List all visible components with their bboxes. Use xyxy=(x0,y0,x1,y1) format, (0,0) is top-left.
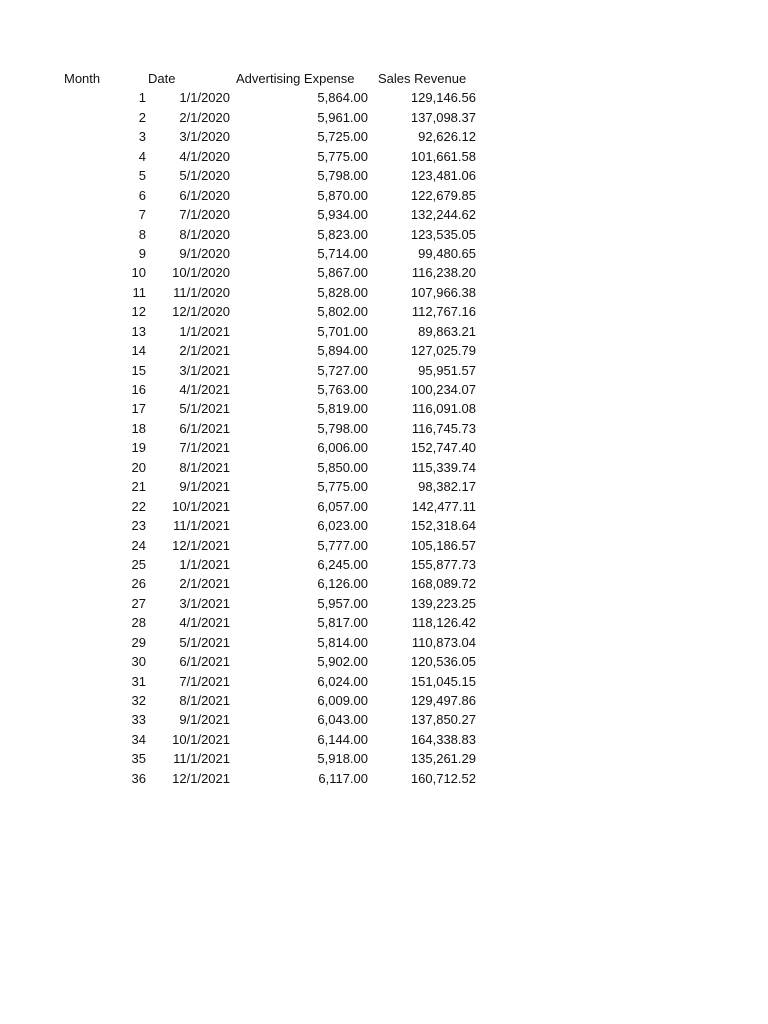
date-cell[interactable]: 12/1/2021 xyxy=(172,537,230,553)
table-row xyxy=(0,380,768,399)
sales-revenue-cell[interactable]: 129,146.56 xyxy=(410,90,476,106)
date-cell[interactable]: 7/1/2020 xyxy=(179,207,230,223)
advertising-expense-cell[interactable]: 6,024.00 xyxy=(317,673,368,689)
table-row xyxy=(0,652,768,671)
sales-revenue-cell[interactable]: 89,863.21 xyxy=(418,323,476,339)
month-cell[interactable]: 27 xyxy=(131,595,146,611)
date-cell[interactable]: 4/1/2021 xyxy=(179,615,230,631)
advertising-expense-cell[interactable]: 5,775.00 xyxy=(317,479,368,495)
advertising-expense-cell[interactable]: 5,798.00 xyxy=(317,420,368,436)
date-cell[interactable]: 4/1/2021 xyxy=(179,382,230,397)
date-cell[interactable]: 9/1/2021 xyxy=(179,712,230,728)
month-cell[interactable]: 6 xyxy=(138,187,146,203)
advertising-expense-cell[interactable]: 5,902.00 xyxy=(317,654,368,670)
date-cell[interactable]: 4/1/2020 xyxy=(179,148,230,164)
sales-revenue-cell[interactable]: 98,382.17 xyxy=(418,479,476,495)
month-cell[interactable]: 31 xyxy=(131,673,146,689)
date-cell[interactable]: 5/1/2021 xyxy=(179,401,230,417)
table-row xyxy=(0,536,768,555)
advertising-expense-cell[interactable]: 6,023.00 xyxy=(317,518,368,534)
table-row xyxy=(0,594,768,613)
table-row xyxy=(0,574,768,593)
sales-revenue-cell[interactable]: 152,318.64 xyxy=(410,518,476,534)
table-row xyxy=(0,691,768,710)
table-row xyxy=(0,88,768,107)
month-cell[interactable]: 7 xyxy=(138,207,146,223)
advertising-expense-cell[interactable]: 6,009.00 xyxy=(317,693,368,708)
date-cell[interactable]: 2/1/2021 xyxy=(179,343,230,359)
sales-revenue-cell[interactable]: 168,089.72 xyxy=(410,576,476,592)
sales-revenue-cell[interactable]: 120,536.05 xyxy=(410,654,476,670)
month-cell[interactable]: 3 xyxy=(138,129,146,145)
table-row xyxy=(0,361,768,380)
table-row xyxy=(0,147,768,166)
advertising-expense-cell[interactable]: 5,894.00 xyxy=(317,343,368,359)
table-row xyxy=(0,263,768,282)
advertising-expense-cell[interactable]: 5,727.00 xyxy=(317,362,368,378)
table-row xyxy=(0,322,768,341)
date-cell[interactable]: 3/1/2020 xyxy=(179,129,230,145)
date-cell[interactable]: 2/1/2020 xyxy=(179,109,230,125)
advertising-expense-cell[interactable]: 5,828.00 xyxy=(317,284,368,300)
month-cell[interactable]: 23 xyxy=(131,518,146,534)
table-row xyxy=(0,419,768,438)
advertising-expense-cell[interactable]: 5,850.00 xyxy=(317,459,368,475)
month-cell[interactable]: 20 xyxy=(131,459,146,475)
date-cell[interactable]: 10/1/2021 xyxy=(172,498,230,514)
date-cell[interactable]: 9/1/2021 xyxy=(179,479,230,495)
advertising-expense-cell[interactable]: 5,777.00 xyxy=(317,537,368,553)
date-cell[interactable]: 2/1/2021 xyxy=(179,576,230,592)
month-cell[interactable]: 13 xyxy=(131,323,146,339)
date-cell[interactable]: 11/1/2020 xyxy=(173,284,230,300)
sales-revenue-cell[interactable]: 132,244.62 xyxy=(410,207,476,223)
header-row xyxy=(0,69,768,88)
date-cell[interactable]: 7/1/2021 xyxy=(179,673,230,689)
date-cell[interactable]: 6/1/2020 xyxy=(179,187,230,203)
sales-revenue-cell[interactable]: 116,745.73 xyxy=(411,420,476,436)
table-row xyxy=(0,458,768,477)
month-cell[interactable]: 24 xyxy=(131,537,146,553)
table-row xyxy=(0,730,768,749)
month-cell[interactable]: 19 xyxy=(131,440,146,456)
sales-revenue-cell[interactable]: 95,951.57 xyxy=(418,362,476,378)
table-row xyxy=(0,283,768,302)
table-row xyxy=(0,477,768,496)
sales-revenue-cell[interactable]: 110,873.04 xyxy=(411,634,476,650)
table-row xyxy=(0,186,768,205)
month-cell[interactable]: 34 xyxy=(131,731,146,747)
advertising-expense-cell[interactable]: 5,814.00 xyxy=(317,634,368,650)
advertising-expense-cell[interactable]: 6,043.00 xyxy=(317,712,368,728)
month-cell[interactable]: 25 xyxy=(131,556,146,572)
date-cell[interactable]: 1/1/2021 xyxy=(179,556,230,572)
date-cell[interactable]: 5/1/2021 xyxy=(179,634,230,650)
advertising-expense-cell[interactable]: 6,057.00 xyxy=(317,498,368,514)
advertising-expense-cell[interactable]: 5,714.00 xyxy=(317,245,368,261)
sales-revenue-cell[interactable]: 137,098.37 xyxy=(410,109,476,125)
month-cell[interactable]: 21 xyxy=(131,479,146,495)
table-row xyxy=(0,438,768,457)
sales-revenue-cell[interactable]: 118,126.42 xyxy=(411,615,476,631)
month-cell[interactable]: 22 xyxy=(131,498,146,514)
month-cell[interactable]: 33 xyxy=(131,712,146,728)
date-cell[interactable]: 8/1/2021 xyxy=(179,693,230,708)
advertising-expense-cell[interactable]: 5,817.00 xyxy=(317,615,368,631)
date-cell[interactable]: 5/1/2020 xyxy=(179,168,230,184)
date-cell[interactable]: 3/1/2021 xyxy=(179,362,230,378)
table-row xyxy=(0,225,768,244)
advertising-expense-cell[interactable]: 6,245.00 xyxy=(317,556,368,572)
advertising-expense-cell[interactable]: 5,725.00 xyxy=(317,129,368,145)
sales-revenue-cell[interactable]: 160,712.52 xyxy=(410,770,476,786)
table-body xyxy=(0,88,768,788)
month-cell[interactable]: 35 xyxy=(131,751,146,767)
table-row xyxy=(0,516,768,535)
month-cell[interactable]: 5 xyxy=(138,168,146,184)
month-cell[interactable]: 32 xyxy=(131,693,146,708)
advertising-expense-cell[interactable]: 5,775.00 xyxy=(317,148,368,164)
month-cell[interactable]: 11 xyxy=(132,284,146,300)
advertising-expense-cell[interactable]: 5,823.00 xyxy=(317,226,368,242)
month-cell[interactable]: 14 xyxy=(131,343,146,359)
table-row xyxy=(0,769,768,788)
sales-revenue-cell[interactable]: 127,025.79 xyxy=(410,343,476,359)
date-cell[interactable]: 9/1/2020 xyxy=(179,245,230,261)
header-month[interactable]: Month xyxy=(64,71,101,86)
month-cell[interactable]: 16 xyxy=(131,382,146,397)
table-row xyxy=(0,613,768,632)
advertising-expense-cell[interactable]: 5,870.00 xyxy=(317,187,368,203)
advertising-expense-cell[interactable]: 5,763.00 xyxy=(317,382,368,397)
date-cell[interactable]: 12/1/2021 xyxy=(172,770,230,786)
date-cell[interactable]: 6/1/2021 xyxy=(179,654,230,670)
sales-revenue-cell[interactable]: 151,045.15 xyxy=(410,673,476,689)
month-cell[interactable]: 26 xyxy=(131,576,146,592)
date-cell[interactable]: 3/1/2021 xyxy=(179,595,230,611)
month-cell[interactable]: 17 xyxy=(131,401,146,417)
sales-revenue-cell[interactable]: 129,497.86 xyxy=(410,693,476,708)
header-date[interactable]: Date xyxy=(148,71,176,86)
month-cell[interactable]: 29 xyxy=(131,634,146,650)
sales-revenue-cell[interactable]: 142,477.11 xyxy=(411,498,476,514)
table-row xyxy=(0,633,768,652)
month-cell[interactable]: 8 xyxy=(138,226,146,242)
sales-revenue-cell[interactable]: 115,339.74 xyxy=(411,459,476,475)
date-cell[interactable]: 11/1/2021 xyxy=(173,751,230,767)
advertising-expense-cell[interactable]: 5,802.00 xyxy=(317,304,368,320)
advertising-expense-cell[interactable]: 5,957.00 xyxy=(317,595,368,611)
sales-revenue-cell[interactable]: 123,535.05 xyxy=(410,226,476,242)
advertising-expense-cell[interactable]: 5,701.00 xyxy=(317,323,368,339)
advertising-expense-cell[interactable]: 6,144.00 xyxy=(317,731,368,747)
table-row xyxy=(0,205,768,224)
sales-revenue-cell[interactable]: 164,338.83 xyxy=(410,731,476,747)
month-cell[interactable]: 9 xyxy=(138,245,146,261)
advertising-expense-cell[interactable]: 5,864.00 xyxy=(317,90,368,106)
table-row xyxy=(0,555,768,574)
table-row xyxy=(0,302,768,321)
sales-revenue-cell[interactable]: 137,850.27 xyxy=(410,712,476,728)
date-cell[interactable]: 11/1/2021 xyxy=(173,518,230,534)
date-cell[interactable]: 7/1/2021 xyxy=(179,440,230,456)
table-row xyxy=(0,710,768,729)
month-cell[interactable]: 10 xyxy=(131,265,146,281)
advertising-expense-cell[interactable]: 6,006.00 xyxy=(317,440,368,456)
sales-revenue-cell[interactable]: 112,767.16 xyxy=(411,304,476,320)
sales-revenue-cell[interactable]: 116,091.08 xyxy=(411,401,476,417)
table-row xyxy=(0,749,768,768)
date-cell[interactable]: 10/1/2021 xyxy=(172,731,230,747)
spreadsheet-table xyxy=(0,69,768,788)
sales-revenue-cell[interactable]: 116,238.20 xyxy=(411,265,476,281)
month-cell[interactable]: 28 xyxy=(131,615,146,631)
date-cell[interactable]: 8/1/2020 xyxy=(179,226,230,242)
date-cell[interactable]: 10/1/2020 xyxy=(172,265,230,281)
sales-revenue-cell[interactable]: 122,679.85 xyxy=(410,187,476,203)
sales-revenue-cell[interactable]: 100,234.07 xyxy=(410,382,476,397)
header-sales-revenue[interactable]: Sales Revenue xyxy=(378,71,467,86)
sales-revenue-cell[interactable]: 99,480.65 xyxy=(418,245,476,261)
sales-revenue-cell[interactable]: 92,626.12 xyxy=(418,129,476,145)
advertising-expense-cell[interactable]: 6,126.00 xyxy=(317,576,368,592)
sales-revenue-cell[interactable]: 139,223.25 xyxy=(410,595,476,611)
month-cell[interactable]: 1 xyxy=(138,90,146,106)
advertising-expense-cell[interactable]: 6,117.00 xyxy=(318,770,368,786)
advertising-expense-cell[interactable]: 5,819.00 xyxy=(317,401,368,417)
month-cell[interactable]: 2 xyxy=(138,109,146,125)
date-cell[interactable]: 1/1/2021 xyxy=(179,323,230,339)
month-cell[interactable]: 4 xyxy=(138,148,146,164)
table-row xyxy=(0,672,768,691)
sales-revenue-cell[interactable]: 105,186.57 xyxy=(410,537,476,553)
date-cell[interactable]: 12/1/2020 xyxy=(172,304,230,320)
table-row xyxy=(0,497,768,516)
table-row xyxy=(0,341,768,360)
month-cell[interactable]: 36 xyxy=(131,770,146,786)
month-cell[interactable]: 15 xyxy=(131,362,146,378)
date-cell[interactable]: 6/1/2021 xyxy=(179,420,230,436)
sales-revenue-cell[interactable]: 152,747.40 xyxy=(410,440,476,456)
table-row xyxy=(0,244,768,263)
sales-revenue-cell[interactable]: 123,481.06 xyxy=(410,168,476,184)
month-cell[interactable]: 30 xyxy=(131,654,146,670)
advertising-expense-cell[interactable]: 5,961.00 xyxy=(317,109,368,125)
date-cell[interactable]: 1/1/2020 xyxy=(179,90,230,106)
table-row xyxy=(0,166,768,185)
month-cell[interactable]: 18 xyxy=(131,420,146,436)
table-row xyxy=(0,127,768,146)
sales-revenue-cell[interactable]: 107,966.38 xyxy=(410,284,476,300)
advertising-expense-cell[interactable]: 5,934.00 xyxy=(317,207,368,223)
table-row xyxy=(0,108,768,127)
table-row xyxy=(0,399,768,418)
sales-revenue-cell[interactable]: 135,261.29 xyxy=(410,751,476,767)
sales-revenue-cell[interactable]: 155,877.73 xyxy=(410,556,476,572)
advertising-expense-cell[interactable]: 5,918.00 xyxy=(317,751,368,767)
sales-revenue-cell[interactable]: 101,661.58 xyxy=(410,148,476,164)
month-cell[interactable]: 12 xyxy=(131,304,146,320)
advertising-expense-cell[interactable]: 5,867.00 xyxy=(317,265,368,281)
advertising-expense-cell[interactable]: 5,798.00 xyxy=(317,168,368,184)
date-cell[interactable]: 8/1/2021 xyxy=(179,459,230,475)
header-advertising-expense[interactable]: Advertising Expense xyxy=(236,71,355,86)
